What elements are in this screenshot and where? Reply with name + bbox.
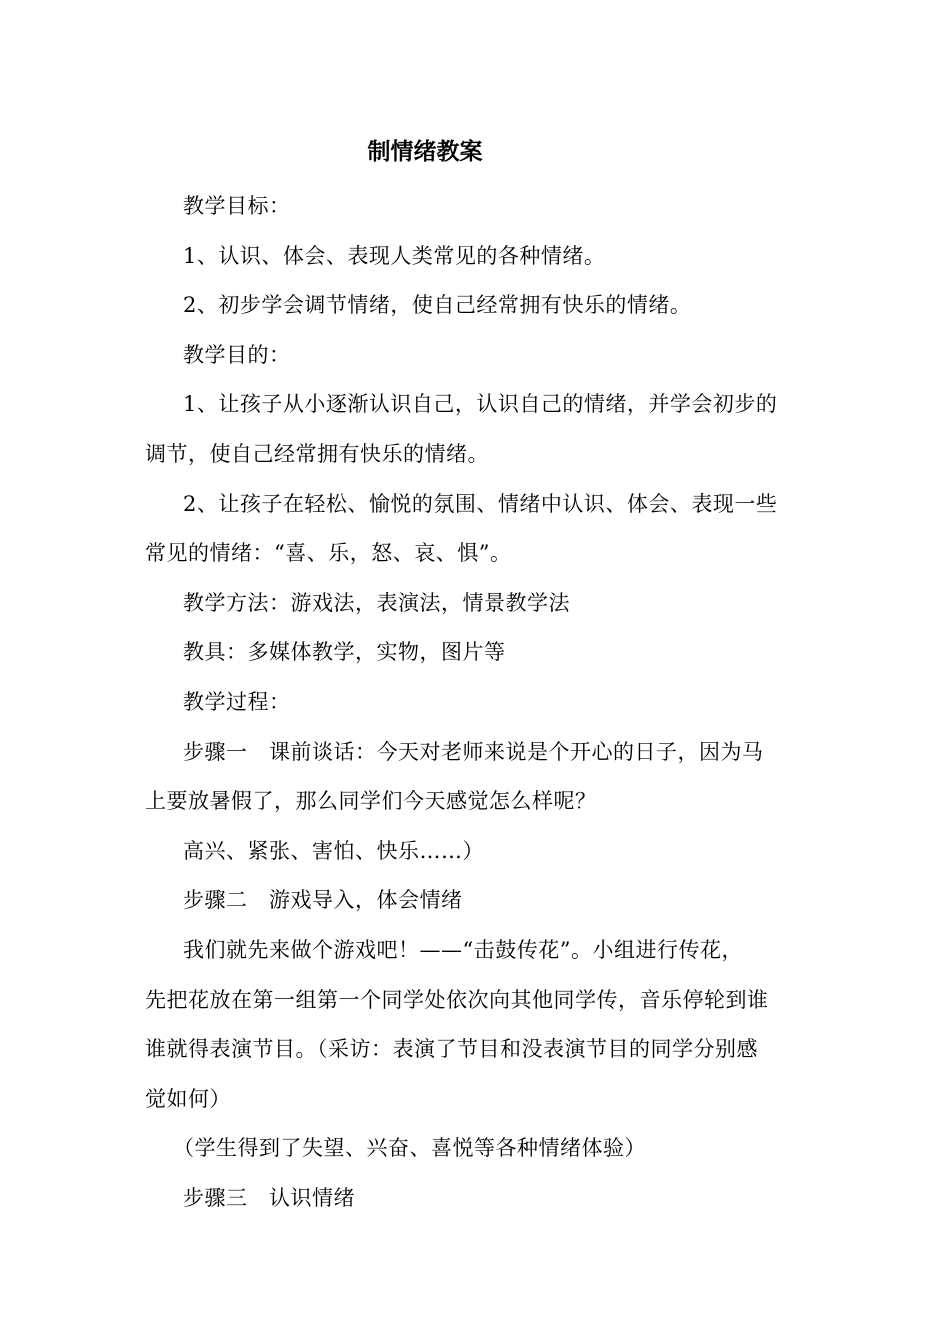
paragraph-line: （学生得到了失望、兴奋、喜悦等各种情绪体验） [173,1136,646,1161]
document-body [145,182,805,1223]
paragraph-line: 步骤一 课前谈话：今天对老师来说是个开心的日子，因为马 [183,739,764,764]
paragraph-line: 教学方法：游戏法，表演法，情景教学法 [183,590,570,615]
paragraph-line: 2、初步学会调节情绪，使自己经常拥有快乐的情绪。 [183,293,692,318]
paragraph-line: 步骤三 认识情绪 [183,1185,355,1210]
paragraph-line: 我们就先来做个游戏吧！——“击鼓传花”。小组进行传花， [183,937,743,962]
paragraph-line: 教学目的： [183,342,291,367]
paragraph-line: 高兴、紧张、害怕、快乐……） [183,838,484,863]
paragraph-continuation: 上要放暑假了，那么同学们今天感觉怎么样呢？ [145,789,597,814]
paragraph-line: 2、让孩子在轻松、愉悦的氛围、情绪中认识、体会、表现一些 [183,491,778,516]
paragraph-continuation: 先把花放在第一组第一个同学处依次向其他同学传，音乐停轮到谁 [145,987,769,1012]
paragraph-continuation: 谁就得表演节目。（采访：表演了节目和没表演节目的同学分别感 [145,1037,758,1062]
document-title: 制情绪教案 [367,139,483,165]
paragraph-continuation: 觉如何） [145,1086,231,1111]
paragraph-line: 教具：多媒体教学，实物，图片等 [183,640,506,665]
paragraph-continuation: 常见的情绪：“喜、乐，怒、哀、惧”。 [145,541,512,566]
paragraph-line: 步骤二 游戏导入，体会情绪 [183,888,463,913]
paragraph-line: 1、让孩子从小逐渐认识自己，认识自己的情绪，并学会初步的 [183,392,778,417]
paragraph-line: 教学目标： [183,194,291,218]
paragraph-line: 1、认识、体会、表现人类常见的各种情绪。 [183,243,606,268]
paragraph-line: 教学过程： [183,689,291,714]
paragraph-continuation: 调节，使自己经常拥有快乐的情绪。 [145,441,489,466]
